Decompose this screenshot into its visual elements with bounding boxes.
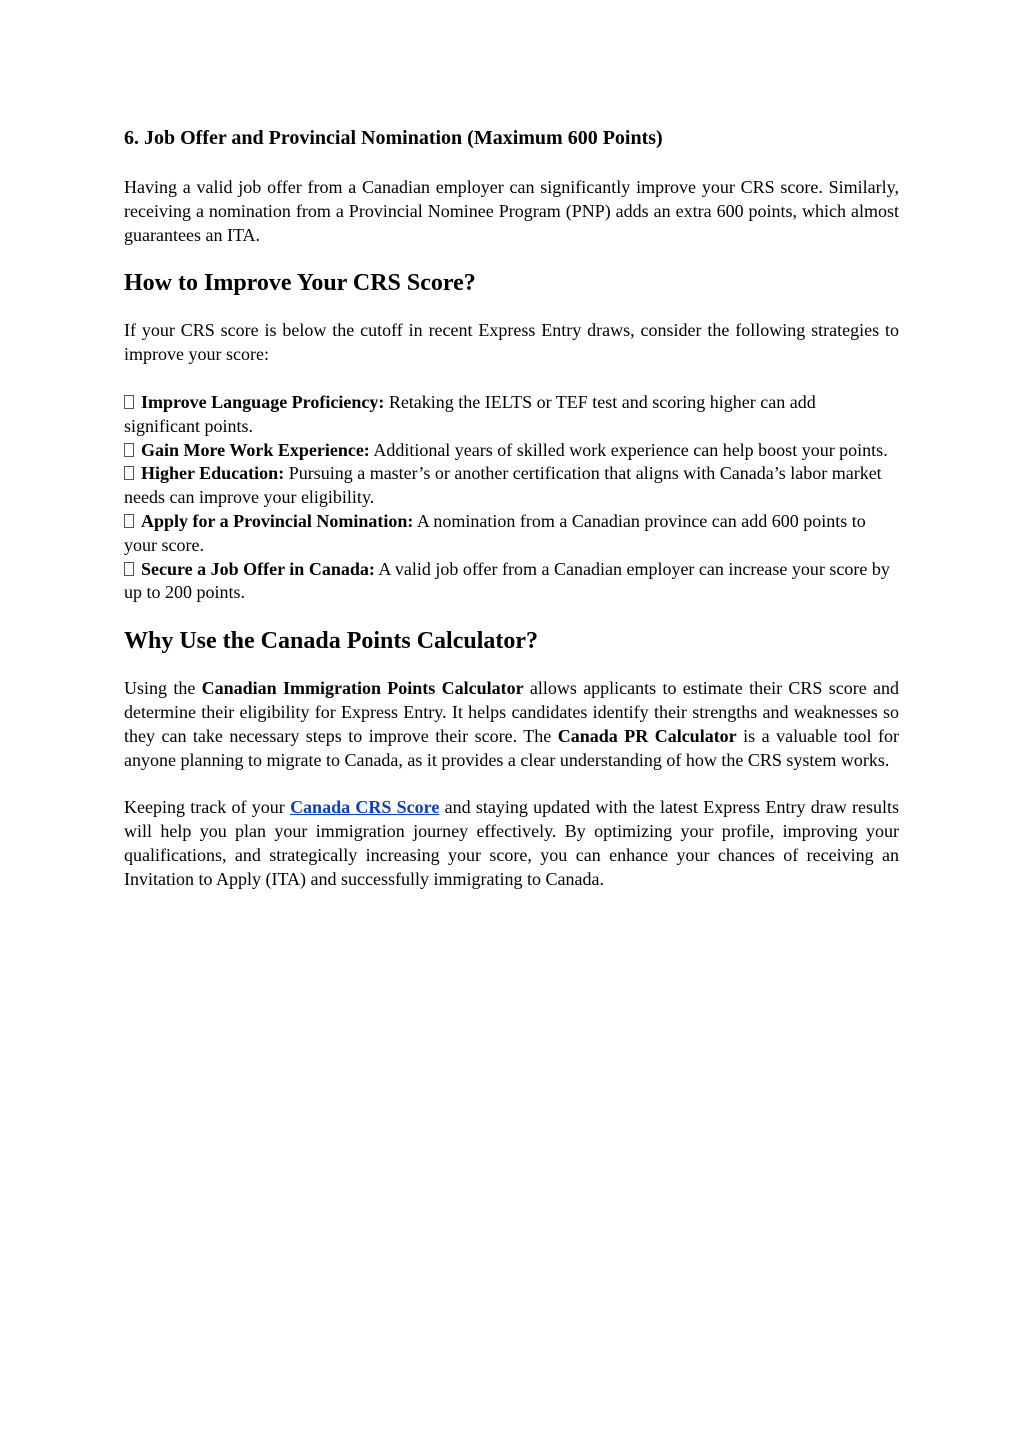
checkbox-bullet-icon <box>124 514 134 528</box>
checkbox-bullet-icon <box>124 466 134 480</box>
checkbox-bullet-icon <box>124 443 134 457</box>
document-page <box>124 124 899 892</box>
why-text-2: allows applicants to estimate their CRS score and determine their eligibility for Express Entry. It helps candidates identify their strengths and weaknesses so they can take necessary steps to improve their score. The <box>124 678 899 746</box>
why-text-1: Using the <box>124 678 202 699</box>
closing-text-2: and staying updated with the latest Express Entry draw results will help you plan your immigration journey effectively. By optimizing your profile, improving your qualifications, and strategically increasing your score, you can enhance your chances of receiving an Invitation to Apply (ITA) and successfully immigrating to Canada. <box>124 797 899 889</box>
list-item <box>124 439 894 463</box>
section-heading-job-offer: 6. Job Offer and Provincial Nomination (Maximum 600 Points) <box>124 127 663 149</box>
improve-intro-paragraph: If your CRS score is below the cutoff in recent Express Entry draws, consider the following strategies to improve your score: <box>124 320 899 365</box>
strategy-text: Additional years of skilled work experience can help boost your points. <box>369 439 888 460</box>
list-item <box>124 510 894 558</box>
calculator-name: Canadian Immigration Points Calculator <box>201 678 524 699</box>
strategy-text: A valid job offer from a Canadian employer can increase your score by up to 200 points. <box>124 558 890 603</box>
strategy-text: Pursuing a master’s or another certification that aligns with Canada’s labor market needs can improve your eligibility. <box>124 463 882 508</box>
section-heading-why: Why Use the Canada Points Calculator? <box>124 628 539 655</box>
job-offer-paragraph: Having a valid job offer from a Canadian employer can significantly improve your CRS score. Similarly, receiving a nomination from a Provincial Nominee Program (PNP) adds an extra 600 points, which almost guarantees an ITA. <box>124 177 899 245</box>
checkbox-bullet-icon <box>124 395 134 409</box>
list-item <box>124 462 894 510</box>
pr-calculator-name: Canada PR Calculator <box>557 725 737 746</box>
closing-text-1: Keeping track of your <box>124 797 291 818</box>
strategy-list <box>124 391 899 605</box>
strategy-text: Retaking the IELTS or TEF test and scoring higher can add significant points. <box>124 391 816 436</box>
why-text-3: is a valuable tool for anyone planning to migrate to Canada, as it provides a clear understanding of how the CRS system works. <box>124 725 899 770</box>
list-item <box>124 558 894 606</box>
strategy-text: A nomination from a Canadian province can add 600 points to your score. <box>124 510 866 555</box>
strategy-title: Apply for a Provincial Nomination: <box>141 510 414 531</box>
strategy-title: Secure a Job Offer in Canada: <box>141 558 375 579</box>
section-heading-improve: How to Improve Your CRS Score? <box>124 270 476 297</box>
strategy-title: Higher Education: <box>141 463 285 484</box>
checkbox-bullet-icon <box>124 562 134 576</box>
strategy-title: Gain More Work Experience: <box>141 439 370 460</box>
strategy-title: Improve Language Proficiency: <box>141 391 385 412</box>
why-paragraph <box>124 677 899 772</box>
canada-crs-score-link[interactable]: Canada CRS Score <box>290 797 440 818</box>
list-item <box>124 391 894 439</box>
closing-paragraph <box>124 796 899 891</box>
